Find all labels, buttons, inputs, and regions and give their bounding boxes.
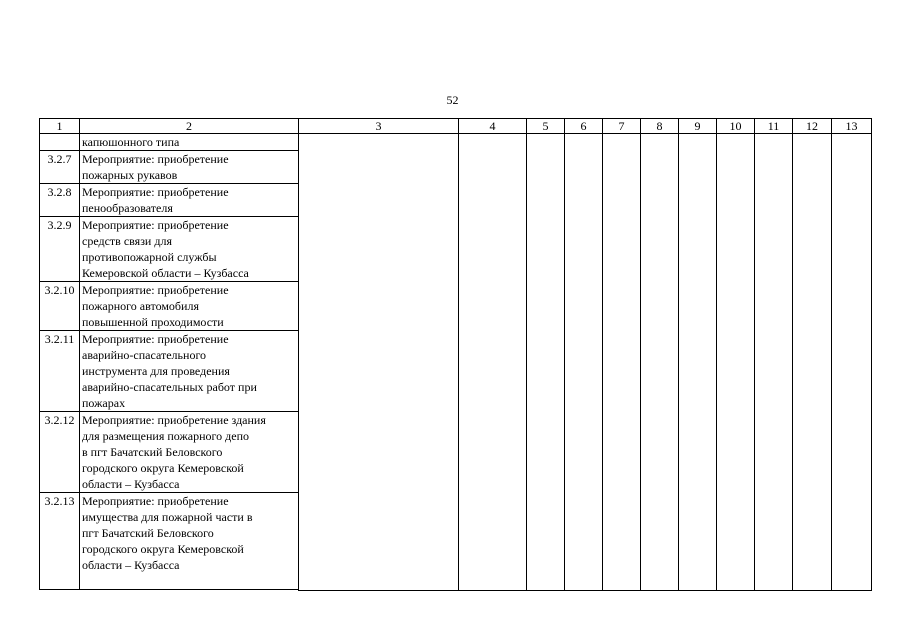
row-code: 3.2.13 (40, 493, 80, 590)
table-row (40, 134, 872, 151)
row-code: 3.2.11 (40, 331, 80, 412)
row-text: Мероприятие: приобретение пенообразователя (80, 184, 299, 217)
header-cell: 7 (603, 119, 641, 134)
continuation-text: капюшонного типа (80, 134, 299, 151)
row-text: Мероприятие: приобретение средств связи для противопожарной службы Кемеровской области – Кузбасса (80, 217, 299, 282)
spacer (80, 590, 299, 591)
empty-cell (565, 134, 603, 591)
row-text: Мероприятие: приобретение пожарного автомобиля повышенной проходимости (80, 282, 299, 331)
header-cell: 2 (80, 119, 299, 134)
header-cell: 6 (565, 119, 603, 134)
empty-cell (603, 134, 641, 591)
header-cell: 3 (299, 119, 459, 134)
header-cell: 13 (832, 119, 872, 134)
row-text: Мероприятие: приобретение пожарных рукавов (80, 151, 299, 184)
header-cell: 9 (679, 119, 717, 134)
empty-cell (679, 134, 717, 591)
header-cell: 5 (527, 119, 565, 134)
header-cell: 12 (793, 119, 832, 134)
row-code: 3.2.7 (40, 151, 80, 184)
header-row (40, 119, 872, 134)
empty-cell (641, 134, 679, 591)
empty-cell (299, 134, 459, 591)
empty-cell (832, 134, 872, 591)
empty-cell (527, 134, 565, 591)
row-text: Мероприятие: приобретение здания для размещения пожарного депо в пгт Бачатский Беловского городского округа Кемеровской области – Кузбасса (80, 412, 299, 493)
row-code: 3.2.8 (40, 184, 80, 217)
row-code: 3.2.9 (40, 217, 80, 282)
row-text: Мероприятие: приобретение аварийно-спасательного инструмента для проведения аварийно-спасательных работ при пожарах (80, 331, 299, 412)
empty-cell (717, 134, 755, 591)
row-code: 3.2.12 (40, 412, 80, 493)
spacer (40, 590, 80, 591)
row-code: 3.2.10 (40, 282, 80, 331)
header-cell: 4 (459, 119, 527, 134)
empty-cell (755, 134, 793, 591)
program-table (39, 118, 872, 591)
header-cell: 1 (40, 119, 80, 134)
page-number: 52 (446, 93, 459, 107)
empty-cell (459, 134, 527, 591)
code-cell (40, 134, 80, 151)
row-text: Мероприятие: приобретение имущества для пожарной части в пгт Бачатский Беловского городского округа Кемеровской области – Кузбасса (80, 493, 299, 590)
empty-cell (793, 134, 832, 591)
header-cell: 11 (755, 119, 793, 134)
header-cell: 8 (641, 119, 679, 134)
header-cell: 10 (717, 119, 755, 134)
